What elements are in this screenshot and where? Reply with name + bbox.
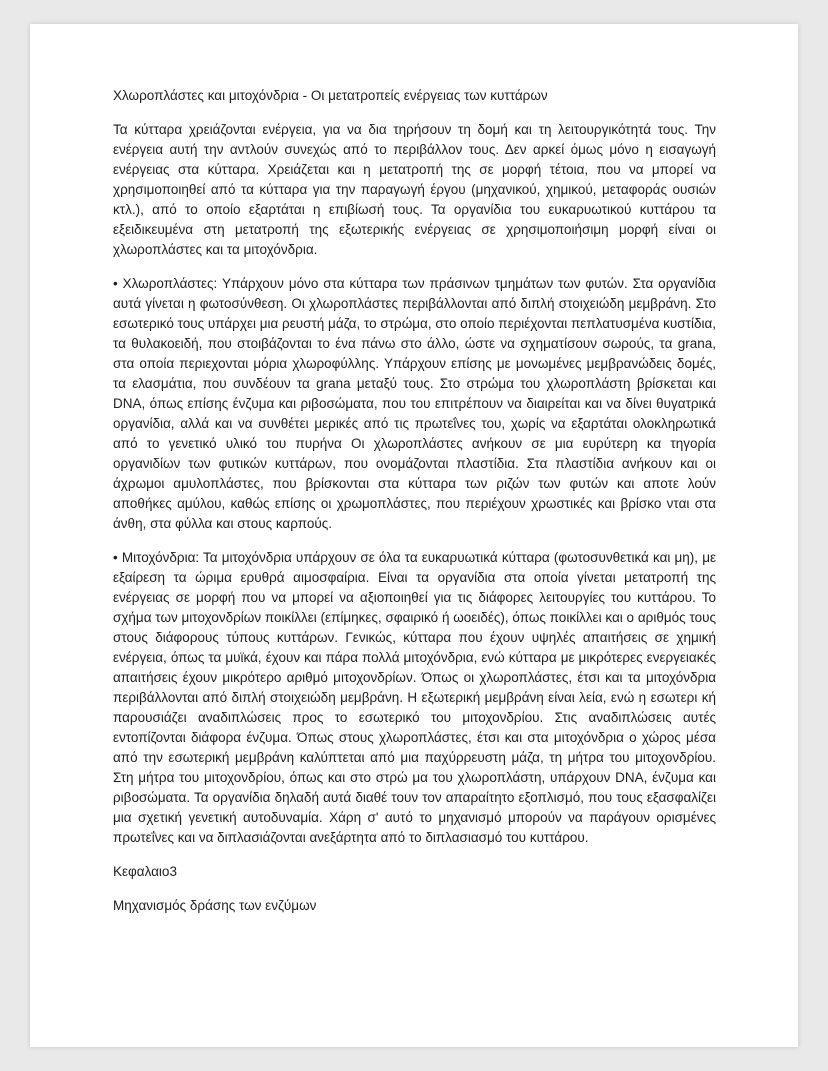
paragraph-mitochondria: • Μιτοχόνδρια: Τα μιτοχόνδρια υπάρχουν σε όλα τα ευκαρυωτικά κύτταρα (φωτοσυνθετικά και μη), με εξαίρεση τα ώριμα ερυθρά αιμοσφαίρια. Είναι τα οργανίδια στα οποία γίνεται μετατροπή της ενέργειας σε μορφή που να μπορεί να αξιοποιηθεί για τις διάφορες λειτουργίες του κυττάρου. Το σχήμα των μιτοχονδρίων ποικίλλει (επίμηκες, σφαιρικό ή ωοειδές), όπως ποικίλλει και ο αριθμός τους στους διάφορους τύπους κυττάρων. Γενικώς, κύτταρα που έχουν υψηλές απαιτήσεις σε χημική ενέργεια, όπως τα μυϊκά, έχουν και πάρα πολλά μιτοχόνδρια, ενώ κύτταρα με μικρότερες ενεργειακές απαιτήσεις έχουν μικρότερο αριθμό μιτοχονδρίων. Όπως οι χλωροπλάστες, έτσι και τα μιτοχόνδρια περιβάλλονται από διπλή στοιχειώδη μεμβράνη. Η εξωτερική μεμβράνη είναι λεία, ενώ η εσωτερι κή παρουσιάζει αναδιπλώσεις προς το εσωτερικό του μιτοχονδρίου. Στις αναδιπλώσεις αυτές εντοπίζονται διάφορα ένζυμα. Όπως στους χλωροπλάστες, έτσι και στα μιτοχόνδρια ο χώρος μέσα από την εσωτερική μεμβράνη καλύπτεται από μια παχύρρευστη μάζα, τη μήτρα του μιτοχονδρίου. Στη μήτρα του μιτοχονδρίου, όπως και στο στρώ μα του χλωροπλάστη, υπάρχουν DNA, ένζυμα και ριβοσώματα. Τα οργανίδια δηλαδή αυτά διαθέ τουν τον απαραίτητο εξοπλισμό, που τους εξασφαλίζει μια σχετική γενετική αυτοδυναμία. Χάρη σ' αυτό το μηχανισμό μπορούν να παράγουν ορισμένες πρωτεΐνες και να διπλασιάζονται ανεξάρτητα από το διπλασιασμό του κυττάρου. <box>113 550 716 845</box>
document-title: Χλωροπλάστες και μιτοχόνδρια - Οι μετατροπείς ενέργειας των κυττάρων <box>113 88 548 103</box>
chapter-label: Κεφαλαιο3 <box>113 864 177 879</box>
document-page <box>30 24 798 1047</box>
next-section-title: Μηχανισμός δράσης των ενζύμων <box>113 898 317 913</box>
paragraph-chloroplasts: • Χλωροπλάστες: Υπάρχουν μόνο στα κύτταρα των πράσινων τμημάτων των φυτών. Στα οργανίδια αυτά γίνεται η φωτοσύνθεση. Οι χλωροπλάστες περιβάλλονται από διπλή στοιχειώδη μεμβράνη. Στο εσωτερικό τους υπάρχει μια ρευστή μάζα, το στρώμα, στο οποίο περιέχονται πεπλατυσμένα κυστίδια, τα θυλακοειδή, που στοιβάζονται το ένα πάνω στο άλλο, ώστε να σχηματίσουν σωρούς, τα grana, στα οποία περιεχονται μόρια χλωροφύλλης. Υπάρχουν επίσης με μονωμένες μεμβρανώδεις δομές, τα ελασμάτια, που συνδέουν τα grana μεταξύ τους. Στο στρώμα του χλωροπλάστη βρίσκεται και DNA, όπως επίσης ένζυμα και ριβοσώματα, που του επιτρέπουν να διαιρείται και να δίνει θυγατρικά οργανίδια, αλλά και να συνθέτει μερικές από τις πρωτεΐνες του, χωρίς να εξαρτάται ολοκληρωτικά από το γενετικό υλικό του πυρήνα Οι χλωροπλάστες ανήκουν σε μια ευρύτερη κα τηγορία οργανιδίων των φυτικών κυττάρων, που ονομάζονται πλαστίδια. Στα πλαστίδια ανήκουν και οι άχρωμοι αμυλοπλάστες, που βρίσκονται στα κύτταρα των ριζών των φυτών και αποτε λούν αποθήκες αμύλου, καθώς επίσης οι χρωμοπλάστες, που περιέχουν χρωστικές και βρίσκο νται στα άνθη, στα φύλλα και στους καρπούς. <box>113 276 717 531</box>
paragraph-intro: Τα κύτταρα χρειάζονται ενέργεια, για να δια τηρήσουν τη δομή και τη λειτουργικότητά τους. Την ενέργεια αυτή την αντλούν συνεχώς από το περιβάλλον τους. Δεν αρκεί όμως μόνο η εισαγωγή ενέργειας στα κύτταρα. Χρειάζεται και η μετατροπή της σε μορφή τέτοια, που να μπορεί να χρησιμοποιηθεί από τα κύτταρα για την παραγωγή έργου (μηχανικού, χημικού, μεταφοράς ουσιών κτλ.), από το οποίο εξαρτάται η επιβίωσή τους. Τα οργανίδια του ευκαρυωτικού κυττάρου τα εξειδικευμένα στη μετατροπή της εξωτερικής ενέργειας σε χρησιμοποιήσιμη μορφή είναι οι χλωροπλάστες και τα μιτοχόνδρια. <box>113 122 716 257</box>
